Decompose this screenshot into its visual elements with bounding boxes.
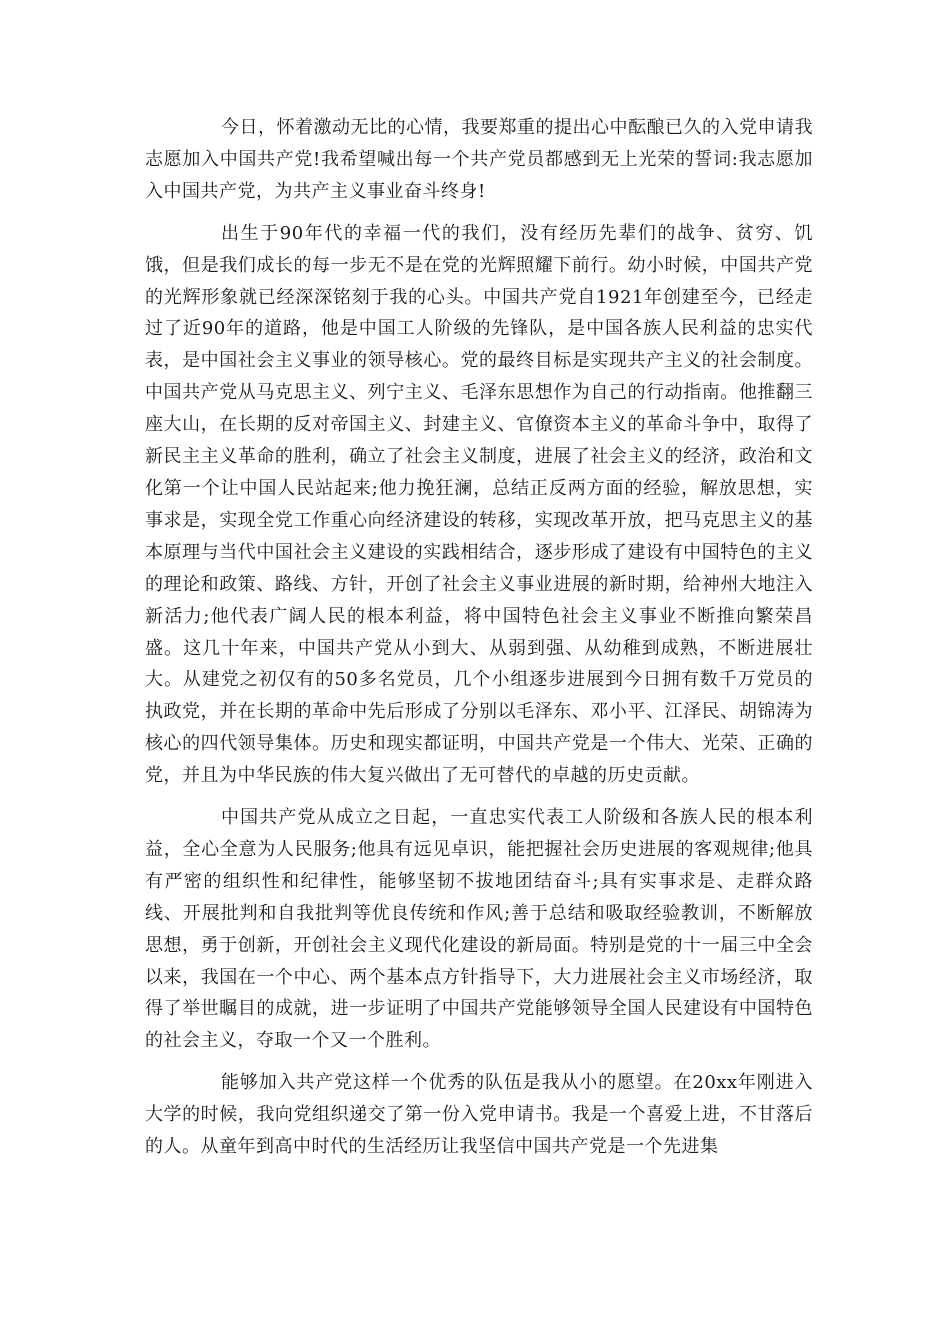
paragraph-1: 今日，怀着激动无比的心情，我要郑重的提出心中酝酿已久的入党申请我志愿加入中国共产党!我希望喊出每一个共产党员都感到无上光荣的誓词:我志愿加入中国共产党，为共产主义事业奋斗终身!: [145, 117, 813, 202]
paragraph-3: 中国共产党从成立之日起，一直忠实代表工人阶级和各族人民的根本利益，全心全意为人民服务;他具有远见卓识，能把握社会历史进展的客观规律;他具有严密的组织性和纪律性，能够坚韧不拔地团结奋斗;具有实事求是、走群众路线、开展批判和自我批判等优良传统和作风;善于总结和吸取经验教训，不断解放思想，勇于创新，开创社会主义现代化建设的新局面。特别是党的十一届三中全会以来，我国在一个中心、两个基本点方针指导下，大力进展社会主义市场经济，取得了举世瞩目的成就，进一步证明了中国共产党能够领导全国人民建设有中国特色的社会主义，夺取一个又一个胜利。: [145, 807, 813, 1052]
paragraph-2: 出生于90年代的幸福一代的我们，没有经历先辈们的战争、贫穷、饥饿，但是我们成长的每一步无不是在党的光辉照耀下前行。幼小时候，中国共产党的光辉形象就已经深深铭刻于我的心头。中国共产党自1921年创建至今，已经走过了近90年的道路，他是中国工人阶级的先锋队，是中国各族人民利益的忠实代表，是中国社会主义事业的领导核心。党的最终目标是实现共产主义的社会制度。中国共产党从马克思主义、列宁主义、毛泽东思想作为自己的行动指南。他推翻三座大山，在长期的反对帝国主义、封建主义、官僚资本主义的革命斗争中，取得了新民主主义革命的胜利，确立了社会主义制度，进展了社会主义的经济，政治和文化第一个让中国人民站起来;他力挽狂澜，总结正反两方面的经验，解放思想，实事求是，实现全党工作重心向经济建设的转移，实现改革开放，把马克思主义的基本原理与当代中国社会主义建设的实践相结合，逐步形成了建设有中国特色的主义的理论和政策、路线、方针，开创了社会主义事业进展的新时期，给神州大地注入新活力;他代表广阔人民的根本利益，将中国特色社会主义事业不断推向繁荣昌盛。这几十年来，中国共产党从小到大、从弱到强、从幼稚到成熟，不断进展壮大。从建党之初仅有的50多名党员，几个小组逐步进展到今日拥有数千万党员的执政党，并在长期的革命中先后形成了分别以毛泽东、邓小平、江泽民、胡锦涛为核心的四代领导集体。历史和现实都证明，中国共产党是一个伟大、光荣、正确的党，并且为中华民族的伟大复兴做出了无可替代的卓越的历史贡献。: [145, 222, 813, 787]
document-body: [145, 112, 813, 1173]
paragraph-4: 能够加入共产党这样一个优秀的队伍是我从小的愿望。在20xx年刚进入大学的时候，我向党组织递交了第一份入党申请书。我是一个喜爱上进，不甘落后的人。从童年到高中时代的生活经历让我坚信中国共产党是一个先进集: [145, 1072, 813, 1158]
